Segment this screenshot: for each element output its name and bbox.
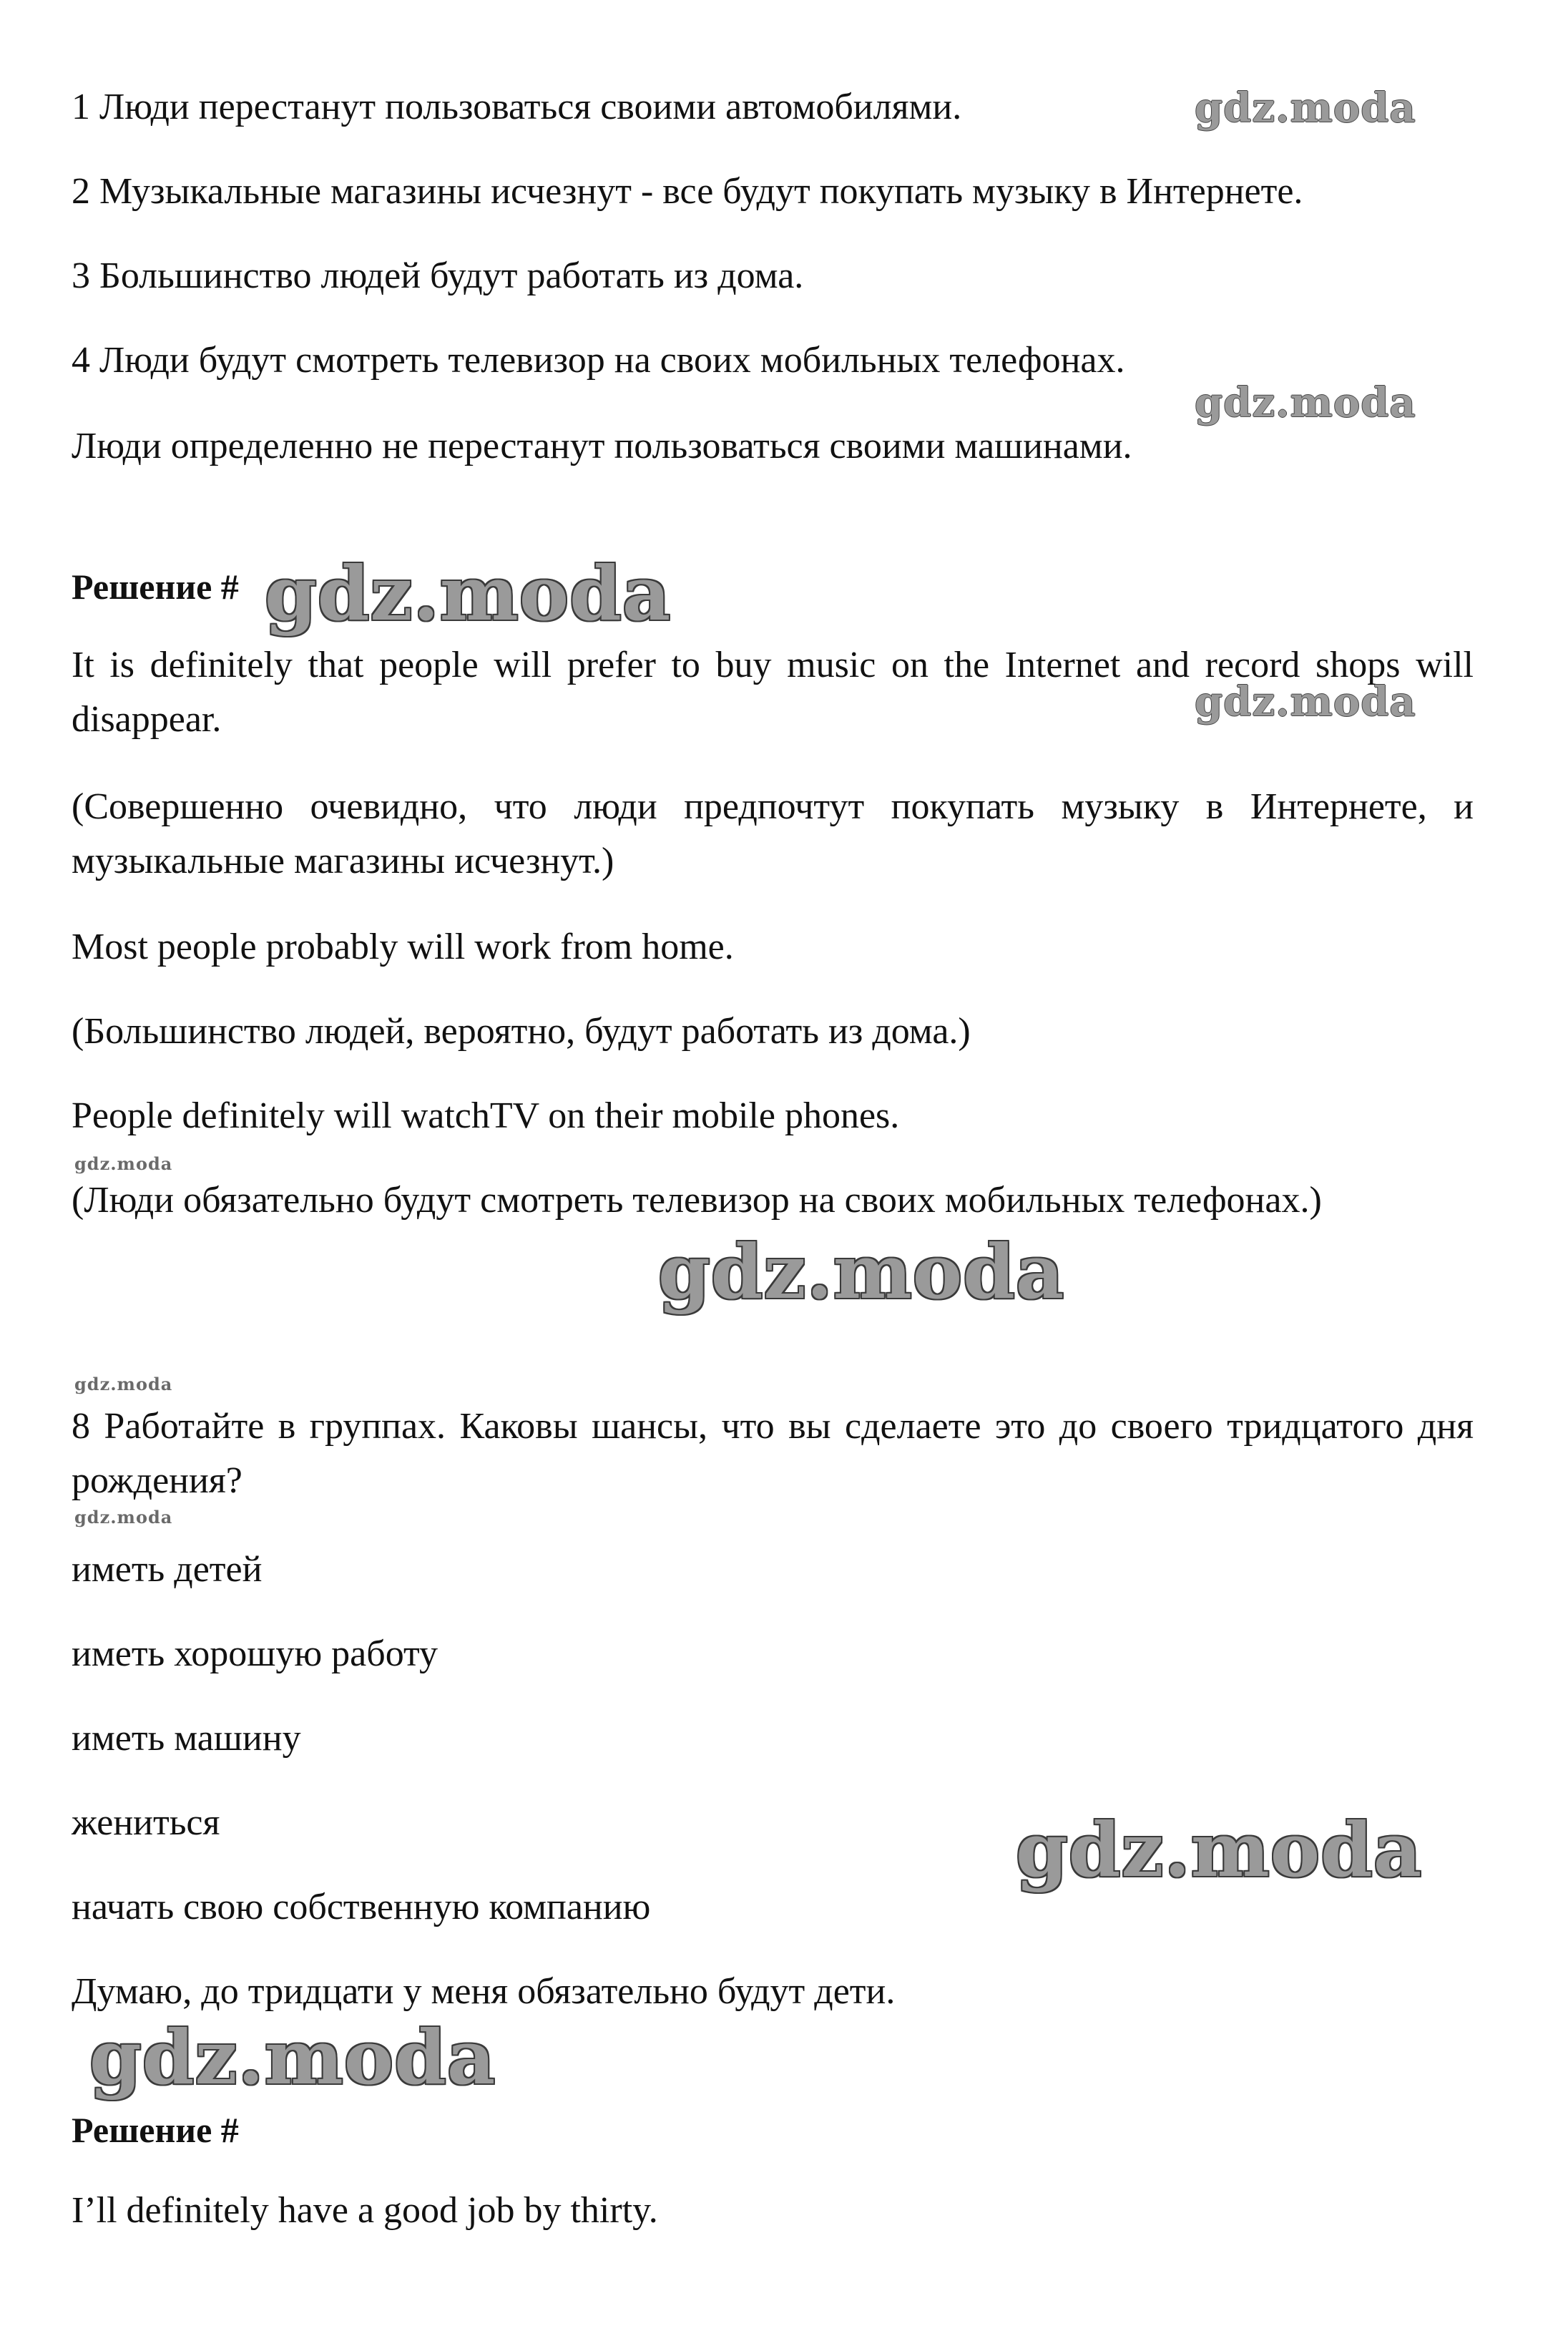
answer-line-final: I’ll definitely have a good job by thirty. — [72, 2190, 658, 2231]
list-item-good-job: иметь хорошую работу — [72, 1633, 438, 1674]
watermark-logo: gdz.moda — [74, 1507, 173, 1528]
text-line-4: 4 Люди будут смотреть телевизор на своих мобильных телефонах. — [72, 340, 1125, 381]
translation-paragraph-3: (Люди обязательно будут смотреть телевизор на своих мобильных телефонах.) — [72, 1180, 1322, 1221]
text-line-5: Люди определенно не перестанут пользоваться своими машинами. — [72, 426, 1132, 466]
text-line-2: 2 Музыкальные магазины исчезнут - все будут покупать музыку в Интернете. — [72, 171, 1303, 212]
text-line-3: 3 Большинство людей будут работать из дома. — [72, 255, 804, 296]
watermark-logo: gdz.moda — [1016, 1806, 1423, 1894]
list-item-children: иметь детей — [72, 1549, 263, 1590]
answer-line-3: People definitely will watchTV on their mobile phones. — [72, 1095, 900, 1136]
watermark-logo: gdz.moda — [658, 1228, 1065, 1316]
text-line-1: 1 Люди перестанут пользоваться своими автомобилями. — [72, 87, 962, 127]
answer-line-2: Most people probably will work from home. — [72, 927, 734, 967]
watermark-logo: gdz.moda — [74, 1374, 173, 1394]
translation-paragraph-1: (Совершенно очевидно, что люди предпочтут покупать музыку в Интернете, и музыкальные магазины исчезнут.) — [72, 786, 1474, 881]
translation-line-2: (Большинство людей, вероятно, будут работать из дома.) — [72, 1011, 971, 1052]
list-item-car: иметь машину — [72, 1718, 301, 1759]
watermark-logo: gdz.moda — [89, 2013, 496, 2101]
watermark-logo: gdz.moda — [1195, 678, 1416, 725]
list-item-company: начать свою собственную компанию — [72, 1887, 651, 1927]
answer-paragraph-1: It is definitely that people will prefer to buy music on the Internet and record shops will disappear. — [72, 645, 1474, 740]
solution-heading-1: Решение # — [72, 567, 239, 607]
task-8-paragraph: 8 Работайте в группах. Каковы шансы, что вы сделаете это до своего тридцатого дня рождения? — [72, 1406, 1474, 1501]
text-line-thirty: Думаю, до тридцати у меня обязательно будут дети. — [72, 1971, 896, 2012]
solution-heading-2: Решение # — [72, 2110, 239, 2150]
list-item-marry: жениться — [72, 1802, 220, 1843]
watermark-logo: gdz.moda — [265, 549, 672, 637]
watermark-logo: gdz.moda — [1195, 379, 1416, 426]
watermark-logo: gdz.moda — [74, 1153, 173, 1174]
watermark-logo: gdz.moda — [1195, 84, 1416, 132]
